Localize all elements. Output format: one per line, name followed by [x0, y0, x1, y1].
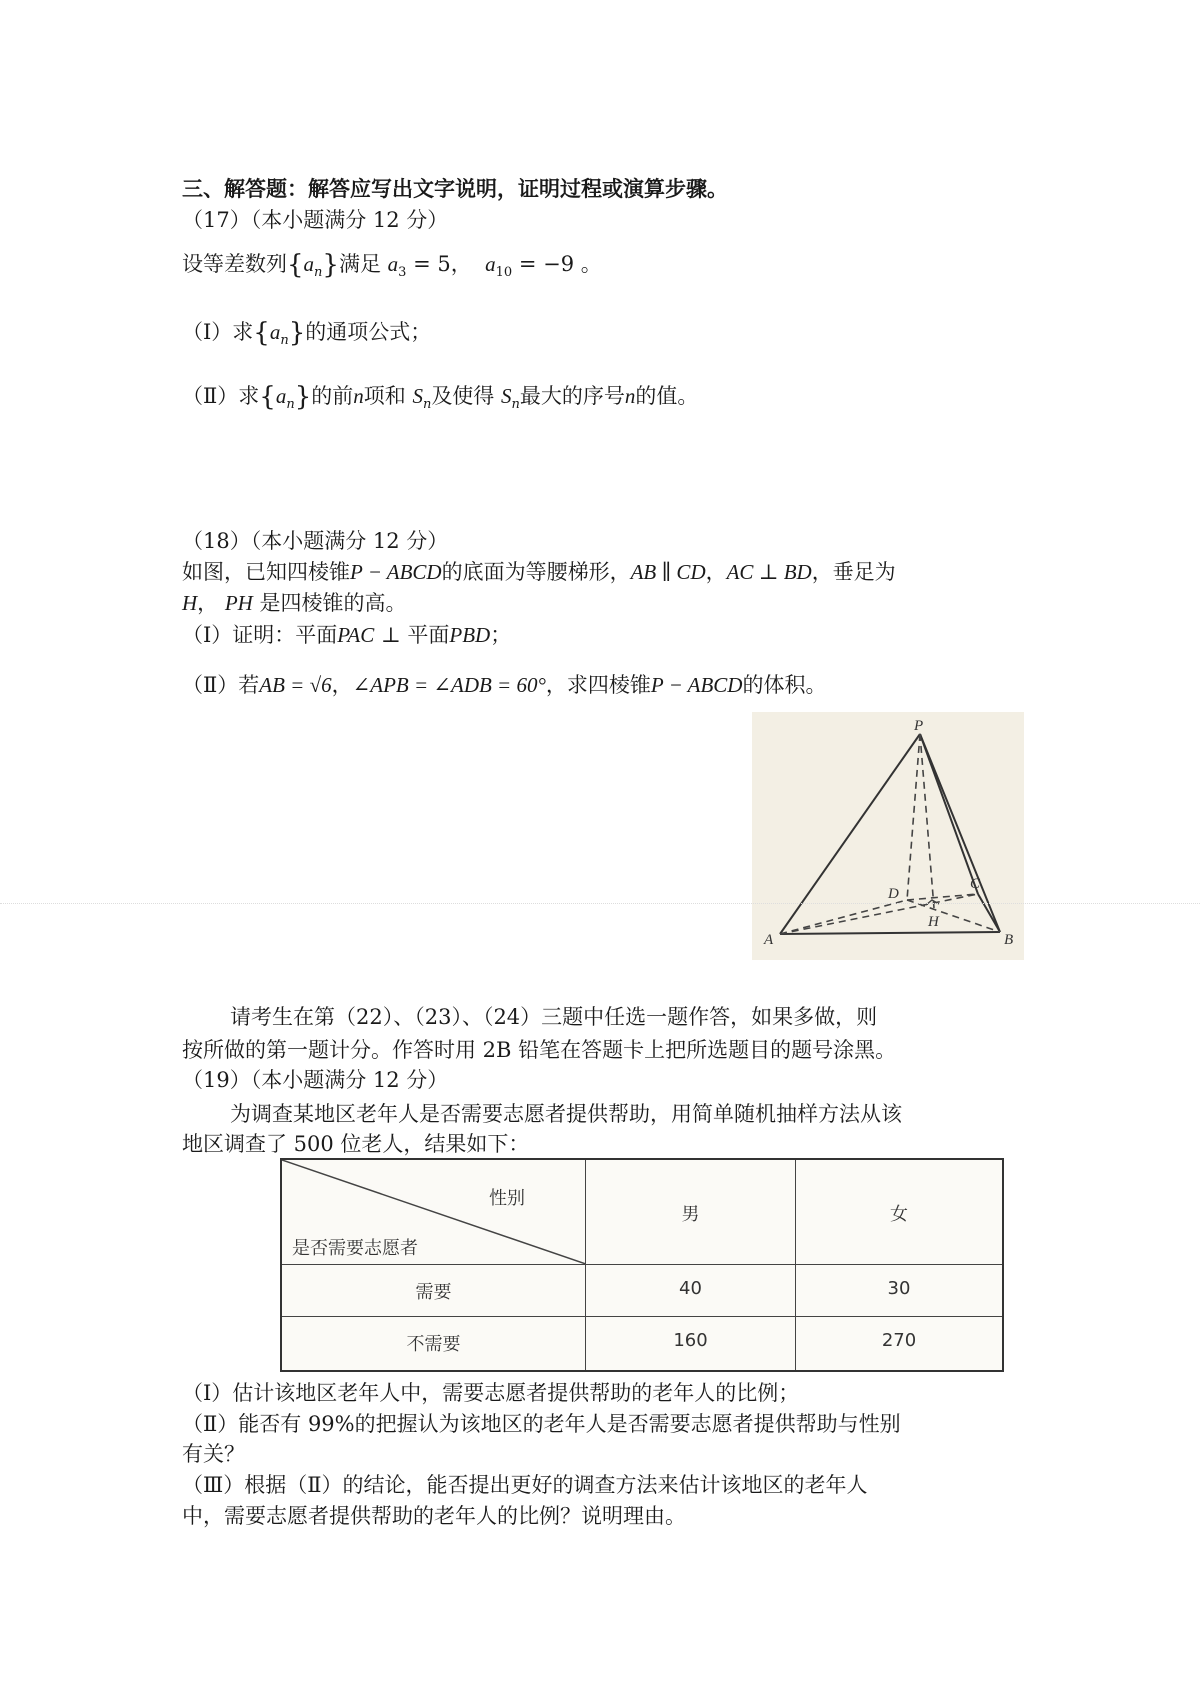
q17-p2-mid1: 的前	[311, 384, 354, 408]
var-S: S	[412, 384, 423, 408]
q19-part3-line1: （Ⅲ）根据（Ⅱ）的结论，能否提出更好的调查方法来估计该地区的老年人	[182, 1473, 868, 1497]
edge-DC	[907, 894, 978, 900]
note-line2: 按所做的第一题计分。作答时用 2B 铅笔在答题卡上把所选题目的题号涂黑。	[182, 1038, 897, 1062]
q19-intro1: 为调查某地区老年人是否需要志愿者提供帮助，用简单随机抽样方法从该	[230, 1102, 902, 1126]
cond2-var: a	[485, 252, 496, 276]
q18-l1a: 如图，已知四棱锥	[182, 560, 350, 584]
q19-part2-line1: （Ⅱ）能否有 99%的把握认为该地区的老年人是否需要志愿者提供帮助与性别	[182, 1412, 901, 1436]
var-S: S	[501, 384, 512, 408]
pyramid-diagram	[752, 712, 1024, 960]
row-label-need: 需要	[415, 1282, 452, 1303]
q18-line1	[182, 557, 896, 587]
q18-l1-math1: P − ABCD	[350, 560, 442, 584]
q18-l2-math2: PH	[224, 591, 253, 615]
q18-p2a: （Ⅱ）若	[182, 673, 260, 697]
q17-intro-mid: 满足	[338, 252, 381, 276]
section-heading: 三、解答题：解答应写出文字说明，证明过程或演算步骤。	[182, 176, 728, 201]
edge-DB	[907, 900, 1000, 932]
label-C: C	[970, 876, 981, 892]
corner-top-label: 性别	[489, 1188, 525, 1209]
q18-p1c: ；	[490, 623, 512, 647]
q18-line2	[182, 588, 407, 618]
cell-need-male: 40	[679, 1278, 702, 1299]
q17-part1: （Ⅰ）求$\{a_n\}$的通项公式；	[182, 318, 432, 348]
q19-part2-line2: 有关？	[182, 1442, 245, 1466]
seq-subscript: n	[314, 265, 323, 280]
q18-l2-math1: H	[182, 591, 198, 615]
q18-l1d: ，垂足为	[811, 560, 896, 584]
table-row-divider-2	[282, 1316, 1002, 1317]
q18-l1-math2: AB ∥ CD	[630, 560, 706, 584]
seq-symbol: a	[303, 252, 315, 276]
q17-p2-mid2: 项和	[363, 384, 406, 408]
q18-l2a: ，	[197, 591, 219, 615]
edge-PD	[907, 734, 920, 900]
q17-p1-prefix: （Ⅰ）求	[182, 320, 254, 344]
q18-p1a: （Ⅰ）证明：平面	[182, 623, 338, 647]
pyramid-figure	[752, 712, 1024, 960]
cond1-val: = 5，	[413, 252, 472, 276]
q18-p2-math1: AB = √6	[259, 673, 332, 697]
q19-part3-line2: 中，需要志愿者提供帮助的老年人的比例？说明理由。	[182, 1504, 686, 1528]
q17-p1-suffix: 的通项公式；	[305, 320, 432, 344]
cond2-val: = −9 。	[518, 252, 602, 276]
q17-intro-prefix: 设等差数列	[182, 252, 287, 276]
q17-header: （17）（本小题满分 12 分）	[182, 208, 449, 232]
q17-p2-prefix: （Ⅱ）求	[182, 384, 260, 408]
cell-no-need-male: 160	[673, 1330, 708, 1351]
label-A: A	[764, 932, 774, 948]
edge-AC	[780, 894, 978, 934]
edge-PA	[780, 734, 920, 934]
var-n: n	[353, 384, 364, 408]
page-fold-line	[0, 903, 1200, 904]
label-H: H	[928, 914, 939, 930]
q17-p2-mid4: 最大的序号	[519, 384, 625, 408]
survey-table	[280, 1158, 1004, 1372]
corner-bottom-label: 是否需要志愿者	[292, 1238, 418, 1259]
q17-p2-suffix: 的值。	[635, 384, 699, 408]
q18-part2	[182, 670, 826, 700]
cond1-sub: 3	[398, 265, 407, 280]
seq-symbol: a	[275, 384, 287, 408]
q17-intro: 设等差数列$\{a_n\}$满足 $a_3 = 5$， $a_{10} = -9$ 。	[182, 250, 602, 280]
row-label-no-need: 不需要	[406, 1334, 461, 1355]
edge-AB	[780, 932, 1000, 934]
q18-p2-math3: P − ABCD	[650, 673, 743, 697]
label-D: D	[888, 886, 899, 902]
note-line1: 请考生在第（22）、（23）、（24）三题中任选一题作答，如果多做，则	[230, 1005, 878, 1029]
cell-no-need-female: 270	[881, 1330, 917, 1351]
var-S-sub: n	[422, 397, 432, 412]
q18-part1	[182, 620, 511, 650]
var-n: n	[624, 384, 636, 408]
label-P: P	[914, 718, 924, 734]
col-header-female: 女	[890, 1204, 908, 1225]
seq-symbol: a	[269, 320, 281, 344]
q19-part1: （Ⅰ）估计该地区老年人中，需要志愿者提供帮助的老年人的比例；	[182, 1381, 800, 1405]
q18-p2c: ，求四棱锥	[545, 673, 651, 697]
q18-l1b: 的底面为等腰梯形，	[441, 560, 631, 584]
edge-PH	[920, 734, 934, 908]
q19-header: （19）（本小题满分 12 分）	[182, 1068, 449, 1092]
q18-l1-math3: AC ⊥ BD	[726, 560, 812, 584]
q18-header: （18）（本小题满分 12 分）	[182, 529, 449, 553]
q18-p2-math2: ∠APB = ∠ADB = 60°	[352, 673, 546, 697]
cond2-sub: 10	[495, 265, 513, 280]
q17-p2-mid3: 及使得	[431, 384, 495, 408]
q17-part2: （Ⅱ）求$\{a_n\}$的前n项和 $S_n$及使得 $S_n$最大的序号n的值。	[182, 382, 699, 412]
col-header-male: 男	[681, 1204, 700, 1225]
cond1-var: a	[387, 252, 399, 276]
q18-p2b: ，	[331, 673, 353, 697]
label-B: B	[1004, 932, 1014, 948]
q18-p1-math2: PBD	[449, 623, 491, 647]
edge-PC	[920, 734, 978, 894]
q18-l2b: 是四棱锥的高。	[259, 591, 407, 615]
seq-subscript: n	[280, 333, 289, 348]
var-S-sub: n	[511, 397, 520, 412]
cell-need-female: 30	[887, 1278, 911, 1299]
q18-l1c: ，	[705, 560, 727, 584]
q18-p1-math1: PAC	[337, 623, 375, 647]
q18-p2d: 的体积。	[742, 673, 827, 697]
q18-p1b: ⊥ 平面	[380, 623, 450, 647]
seq-subscript: n	[286, 397, 295, 412]
q19-intro2: 地区调查了 500 位老人，结果如下：	[182, 1132, 530, 1156]
